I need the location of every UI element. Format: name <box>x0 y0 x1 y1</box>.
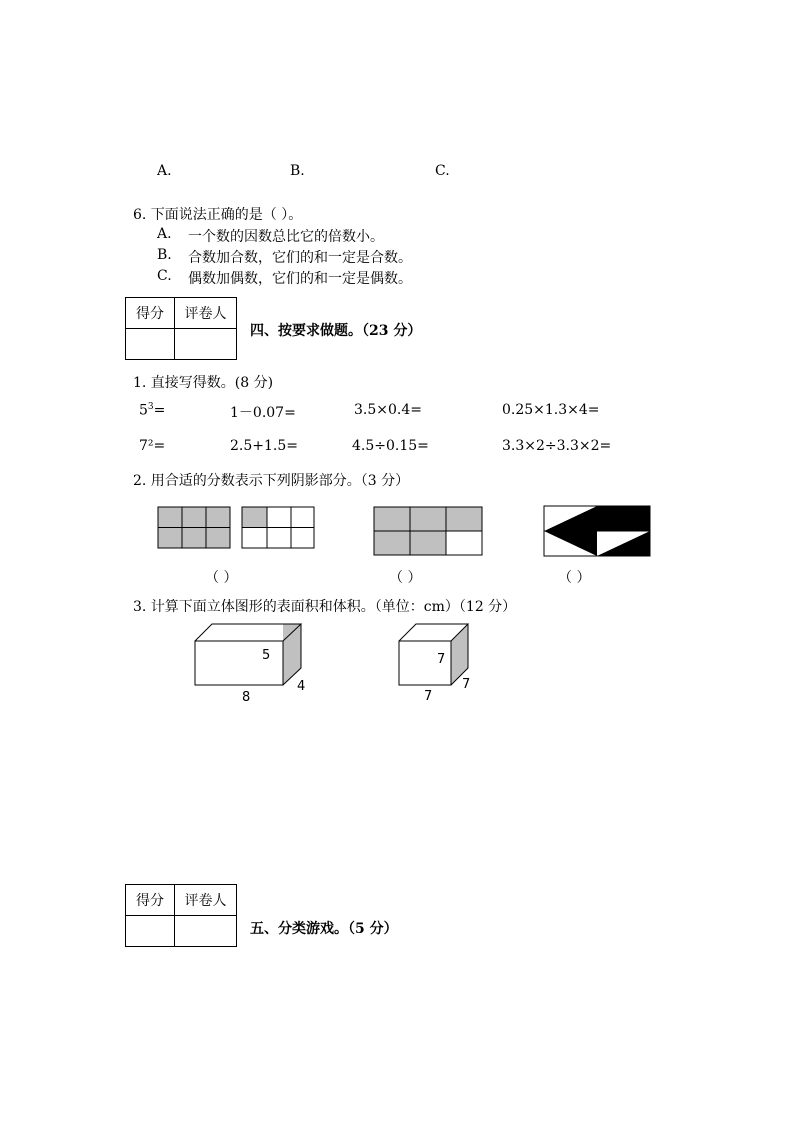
score-box-section5 <box>125 884 237 947</box>
score-cell[interactable] <box>126 916 175 947</box>
fraction-figure-triangles <box>543 505 653 559</box>
calc-item-5: 7²= <box>139 438 166 454</box>
cube-length-label: 7 <box>424 689 433 704</box>
cube-figure <box>397 622 471 688</box>
q5-option-b: B. <box>290 163 305 179</box>
q6-stem: 6. 下面说法正确的是（ ）。 <box>133 207 303 223</box>
answer-blank-2[interactable]: （ ） <box>389 570 422 586</box>
grader-cell[interactable] <box>175 329 237 360</box>
q6-option-a-letter: A. <box>157 226 172 242</box>
q6-option-c-text: 偶数加偶数，它们的和一定是偶数。 <box>188 271 412 287</box>
score-box-section4 <box>125 297 237 360</box>
calc-item-7: 4.5÷0.15= <box>352 438 429 454</box>
answer-blank-3[interactable]: （ ） <box>558 570 591 586</box>
section5-title: 五、分类游戏。（5 分） <box>250 921 398 937</box>
q5-option-a: A. <box>157 163 172 179</box>
calc-item-6: 2.5+1.5= <box>230 438 298 454</box>
q6-option-b-text: 合数加合数，它们的和一定是合数。 <box>188 250 412 266</box>
answer-blank-1[interactable]: （ ） <box>205 570 238 586</box>
grader-label: 评卷人 <box>175 885 237 916</box>
q3-stem: 3. 计算下面立体图形的表面积和体积。（单位：cm）（12 分） <box>133 599 517 615</box>
cuboid-width-label: 4 <box>297 679 306 694</box>
grader-cell[interactable] <box>175 916 237 947</box>
cube-height-label: 7 <box>437 652 446 667</box>
fraction-figure-grids <box>157 506 317 550</box>
fraction-figure-rect <box>373 506 485 558</box>
cuboid-length-label: 8 <box>242 690 251 705</box>
cuboid-figure <box>193 622 305 688</box>
section4-title: 四、按要求做题。（23 分） <box>250 323 422 339</box>
calc-item-2: 1－0.07= <box>230 405 296 421</box>
score-cell[interactable] <box>126 329 175 360</box>
calc-item-8: 3.3×2÷3.3×2= <box>502 438 612 454</box>
q5-option-c: C. <box>435 163 450 179</box>
q1-stem: 1. 直接写得数。(8 分) <box>133 375 274 391</box>
q2-stem: 2. 用合适的分数表示下列阴影部分。（3 分） <box>133 473 410 489</box>
score-label: 得分 <box>126 298 175 329</box>
calc-item-1: $5^3=$ <box>139 402 166 419</box>
grader-label: 评卷人 <box>175 298 237 329</box>
calc-item-4: 0.25×1.3×4= <box>502 402 600 418</box>
score-label: 得分 <box>126 885 175 916</box>
q6-option-a-text: 一个数的因数总比它的倍数小。 <box>188 229 384 245</box>
cuboid-height-label: 5 <box>262 648 271 663</box>
cube-width-label: 7 <box>462 677 471 692</box>
calc-item-3: 3.5×0.4= <box>354 402 422 418</box>
q6-option-b-letter: B. <box>157 247 172 263</box>
q6-option-c-letter: C. <box>157 268 172 284</box>
